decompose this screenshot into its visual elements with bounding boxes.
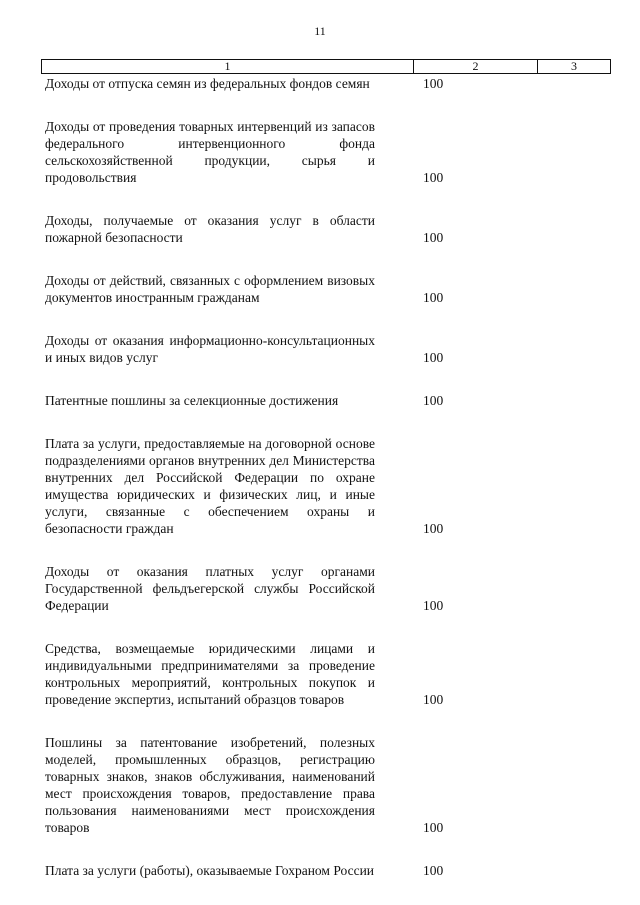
table-row bbox=[45, 75, 605, 92]
row-value: 100 bbox=[423, 230, 444, 245]
income-rows bbox=[45, 75, 605, 905]
table-row bbox=[45, 272, 605, 306]
table-row bbox=[45, 332, 605, 366]
row-value: 100 bbox=[423, 170, 444, 185]
row-value: 100 bbox=[423, 76, 444, 91]
table-row bbox=[45, 563, 605, 614]
row-value: 100 bbox=[423, 290, 444, 305]
row-description: Доходы от оказания платных услуг органами Государственной фельдъегерской службы Российской Федерации bbox=[45, 564, 375, 613]
row-description: Средства, возмещаемые юридическими лицами и индивидуальными предпринимателями за проведение контрольных мероприятий, контрольных покупок и проведение экспертиз, испытаний образцов товаров bbox=[45, 641, 375, 707]
row-value: 100 bbox=[423, 350, 444, 365]
row-description: Доходы, получаемые от оказания услуг в области пожарной безопасности bbox=[45, 213, 375, 245]
column-header-row bbox=[42, 60, 611, 74]
column-header-3: 3 bbox=[538, 60, 611, 74]
row-description: Доходы от оказания информационно-консультационных и иных видов услуг bbox=[45, 333, 375, 365]
row-value: 100 bbox=[423, 598, 444, 613]
row-value: 100 bbox=[423, 820, 444, 835]
table-row bbox=[45, 640, 605, 708]
page-number: 11 bbox=[314, 24, 326, 38]
row-description: Доходы от проведения товарных интервенций из запасов федерального интервенционного фонда сельскохозяйственной продукции, сырья и продовольствия bbox=[45, 119, 375, 185]
column-header-table bbox=[41, 59, 611, 74]
column-header-2: 2 bbox=[414, 60, 538, 74]
row-description: Доходы от действий, связанных с оформлением визовых документов иностранным гражданам bbox=[45, 273, 375, 305]
table-row bbox=[45, 212, 605, 246]
row-value: 100 bbox=[423, 692, 444, 707]
row-value: 100 bbox=[423, 863, 444, 878]
table-row bbox=[45, 435, 605, 537]
row-description: Плата за услуги (работы), оказываемые Гохраном России bbox=[45, 863, 375, 878]
row-description: Патентные пошлины за селекционные достижения bbox=[45, 393, 339, 408]
row-value: 100 bbox=[423, 393, 444, 408]
table-row bbox=[45, 734, 605, 836]
row-value: 100 bbox=[423, 521, 444, 536]
table-row bbox=[45, 118, 605, 186]
row-description: Плата за услуги, предоставляемые на договорной основе подразделениями органов внутренних дел Министерства внутренних дел Российской Федерации по охране имущества юридических и физических лиц, и иные услуги, связанные с обеспечением охраны и безопасности граждан bbox=[45, 436, 375, 536]
table-row bbox=[45, 392, 605, 409]
row-description: Пошлины за патентование изобретений, полезных моделей, промышленных образцов, регистрацию товарных знаков, знаков обслуживания, наименований мест происхождения товаров, предоставление права пользования наименованиями мест происхождения товаров bbox=[45, 735, 375, 835]
row-description: Доходы от отпуска семян из федеральных фондов семян bbox=[45, 76, 370, 91]
column-header-1: 1 bbox=[42, 60, 414, 74]
table-row bbox=[45, 862, 605, 879]
